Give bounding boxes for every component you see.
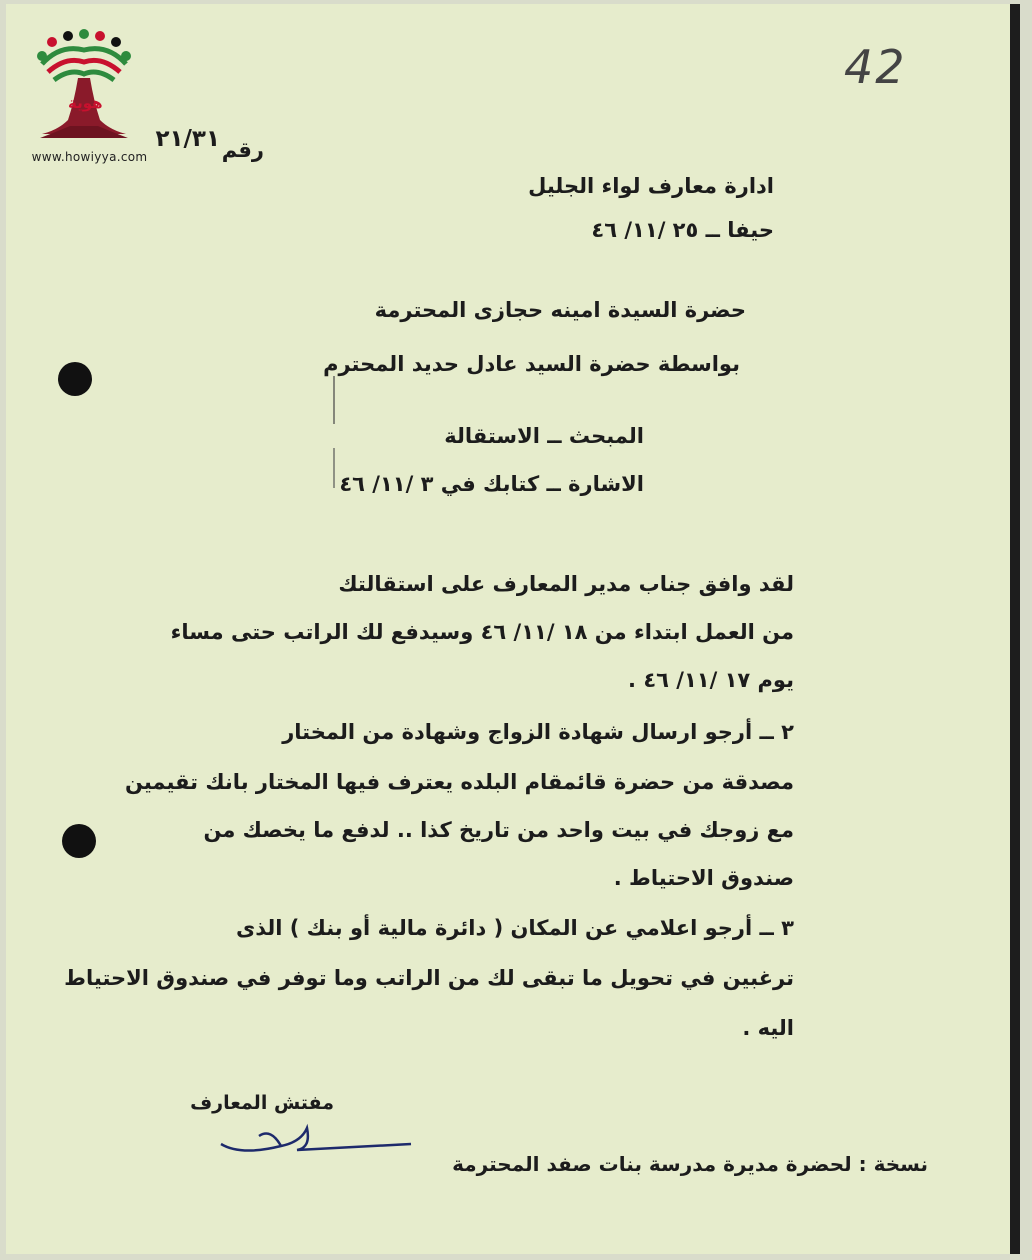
body-p2-line-3: مع زوجك في بيت واحد من تاريخ كذا .. لدفع ما يخصك من xyxy=(203,818,794,842)
body-p2-line-4: صندوق الاحتياط . xyxy=(613,866,794,890)
cc-line: نسخة : لحضرة مديرة مدرسة بنات صفد المحترمة xyxy=(452,1152,928,1176)
body-p2-line-1: ٢ ــ أرجو ارسال شهادة الزواج وشهادة من المختار xyxy=(282,720,794,744)
body-p1-line-2: من العمل ابتداء من ١٨ /١١/ ٤٦ وسيدفع لك الراتب حتى مساء xyxy=(170,620,794,644)
place-date: حيفا ــ ٢٥ /١١/ ٤٦ xyxy=(591,218,774,242)
tree-logo-icon xyxy=(20,22,155,152)
handwritten-signature xyxy=(211,1114,421,1159)
punch-hole-top xyxy=(58,362,92,396)
watermark-url: www.howiyya.com xyxy=(31,150,148,164)
signature-title: مفتش المعارف xyxy=(190,1092,334,1114)
subject-line: المبحث ــ الاستقالة xyxy=(444,424,644,448)
watermark-logo xyxy=(20,22,155,172)
fold-mark xyxy=(333,376,335,536)
reference-number: ٢١/٣١ xyxy=(155,126,220,152)
office-name: ادارة معارف لواء الجليل xyxy=(528,174,774,198)
watermark-brand: هوية xyxy=(68,94,103,112)
body-p3-line-2: ترغبين في تحويل ما تبقى لك من الراتب وما توفر في صندوق الاحتياط xyxy=(64,966,794,990)
body-p1-line-3: يوم ١٧ /١١/ ٤٦ . xyxy=(628,668,794,692)
document-page xyxy=(6,4,1020,1254)
punch-hole-bottom xyxy=(62,824,96,858)
body-p1-line-1: لقد وافق جناب مدير المعارف على استقالتك xyxy=(338,572,794,596)
page-number: 42 xyxy=(844,40,907,94)
body-p3-line-3: اليه . xyxy=(742,1016,794,1040)
body-p2-line-2: مصدقة من حضرة قائمقام البلده يعترف فيها المختار بانك تقيمين xyxy=(124,770,794,794)
reference-line: الاشارة ــ كتابك في ٣ /١١/ ٤٦ xyxy=(339,472,644,496)
recipient-line-2: بواسطة حضرة السيد عادل حديد المحترم xyxy=(323,352,740,376)
reference-label: رقم xyxy=(221,138,264,162)
body-p3-line-1: ٣ ــ أرجو اعلامي عن المكان ( دائرة مالية أو بنك ) الذى xyxy=(236,916,794,940)
recipient-line-1: حضرة السيدة امينه حجازى المحترمة xyxy=(374,298,746,322)
